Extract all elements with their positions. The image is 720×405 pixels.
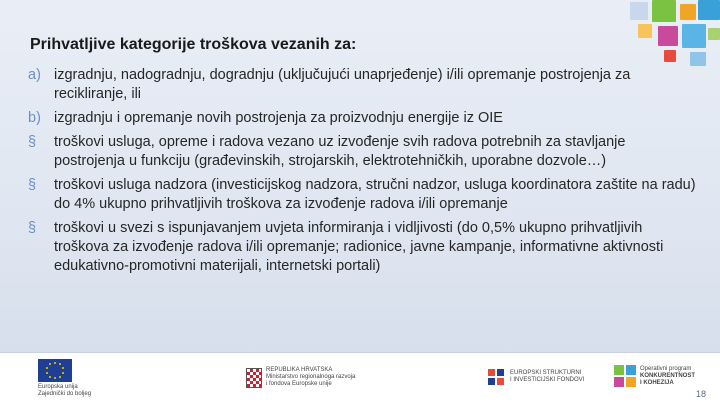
list-item-text: izgradnju, nadogradnju, dogradnju (uključujući unaprjeđenje) i/ili opremanje postrojenja za recikliranje, ili xyxy=(54,67,631,102)
slide-content xyxy=(28,66,698,281)
list-item xyxy=(28,109,698,128)
bullet-marker: § xyxy=(28,177,37,193)
bullet-item xyxy=(28,176,698,214)
bullet-item-text: troškovi usluga, opreme i radova vezano uz izvođenje svih radova potrebnih za stavljanje postrojenja u funkciju (građevinskih, strojarskih, elektrotehničkih, uporabne dozvole…) xyxy=(54,134,626,169)
eu-caption: Europska unija Zajednički do boljeg xyxy=(38,384,92,397)
footer-logos xyxy=(0,352,720,405)
eu-flag-icon xyxy=(38,359,72,382)
list-marker: b) xyxy=(28,110,41,126)
list-item-text: izgradnju i opremanje novih postrojenja za proizvodnju energije iz OIE xyxy=(54,110,503,126)
list-item xyxy=(28,66,698,104)
op-mark-icon xyxy=(614,365,636,387)
esif-logo: EUROPSKI STRUKTURNI I INVESTICIJSKI FONDOVI xyxy=(488,369,584,385)
bullet-item xyxy=(28,133,698,171)
ministry-logo: REPUBLIKA HRVATSKA Ministarstvo regionalnoga razvoja i fondova Europske unije xyxy=(246,367,355,388)
eu-logo xyxy=(38,359,91,398)
bullet-marker: § xyxy=(28,134,37,150)
esif-mark-icon xyxy=(488,369,506,385)
op-logo: Operativni program KONKURENTNOST I KOHEZIJA xyxy=(614,365,695,387)
bullet-marker: § xyxy=(28,220,37,236)
list-marker: a) xyxy=(28,67,41,83)
croatia-coat-of-arms-icon xyxy=(246,368,262,388)
bullet-item-text: troškovi usluga nadzora (investicijskog nadzora, stručni nadzor, usluga koordinatora zaštite na radu) do 4% ukupno prihvatljivih troškova za izvođenje radova i/ili opremanje xyxy=(54,177,696,212)
bullet-item-text: troškovi u svezi s ispunjavanjem uvjeta informiranja i vidljivosti (do 0,5% ukupno prihvatljivih troškova za izvođenje radova i/ili opremanje; radionice, javne kampanje, informativne aktivnosti edukativno-promotivni materijali, internetski portali) xyxy=(54,220,664,274)
bullet-item xyxy=(28,219,698,276)
slide-title: Prihvatljive kategorije troškova vezanih za: xyxy=(30,36,357,53)
page-number: 18 xyxy=(695,389,706,399)
